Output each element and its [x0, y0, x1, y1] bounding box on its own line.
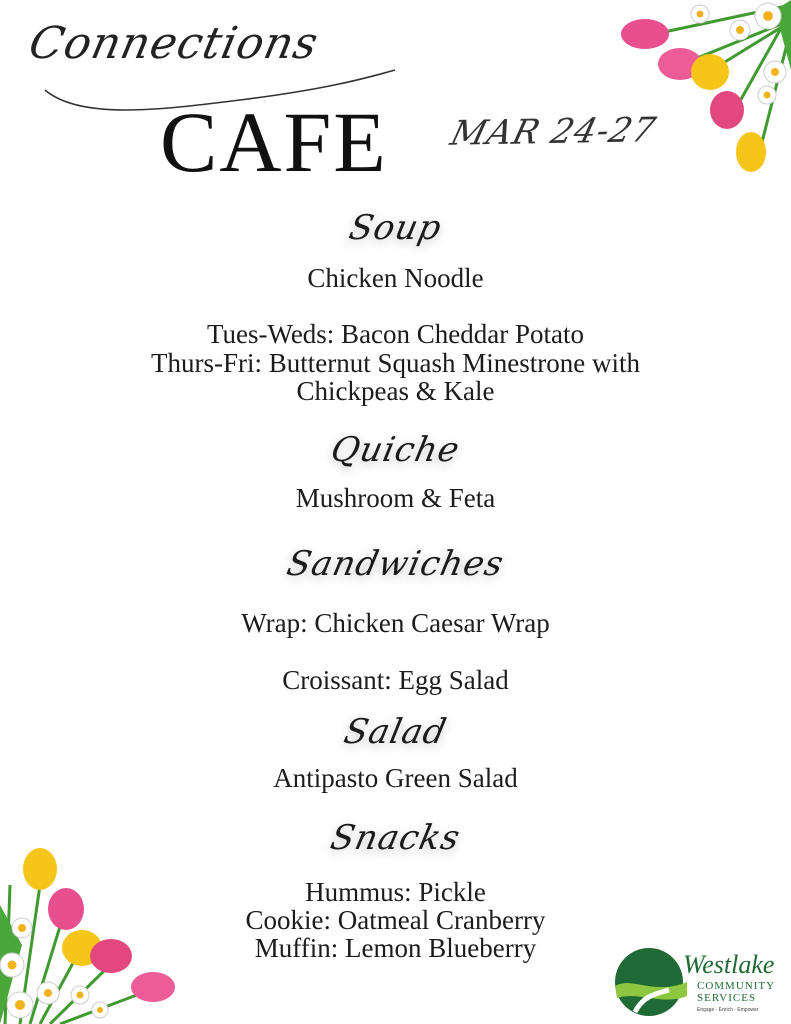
westlake-logo-mark-icon	[613, 946, 689, 1018]
logo-subtitle-line1: COMMUNITY	[697, 980, 776, 992]
section-heading-sandwiches: Sandwiches	[283, 544, 508, 584]
logo-name: Westlake	[683, 950, 775, 979]
section-heading-quiche: Quiche	[327, 430, 464, 470]
section-heading-snacks: Snacks	[326, 818, 465, 858]
menu-item-snacks-1: Hummus: Pickle	[305, 877, 486, 907]
logo-subtitle	[697, 980, 791, 1004]
menu-item-salad-1: Antipasto Green Salad	[273, 763, 518, 793]
section-heading-salad: Salad	[340, 712, 451, 752]
menu-item-sandwiches-1: Wrap: Chicken Caesar Wrap	[241, 608, 550, 638]
brand-main-title: CAFE	[160, 94, 388, 190]
menu-item-snacks-3: Muffin: Lemon Blueberry	[254, 933, 537, 963]
menu-item-soup-3: Thurs-Fri: Butternut Squash Minestrone with	[151, 348, 640, 378]
section-heading-soup: Soup	[345, 208, 446, 248]
logo-tagline: Engage · Enrich · Empower	[697, 1007, 759, 1013]
tulip-bouquet-bottom-left-icon	[0, 845, 180, 1024]
menu-item-soup-1: Chicken Noodle	[307, 263, 484, 293]
westlake-logo	[613, 946, 791, 1018]
tulip-bouquet-top-right-icon	[610, 0, 791, 180]
menu-item-soup-4: Chickpeas & Kale	[296, 376, 495, 406]
brand-script-title: Connections	[24, 18, 324, 69]
logo-subtitle-line2: SERVICES	[697, 992, 757, 1004]
menu-item-snacks-2: Cookie: Oatmeal Cranberry	[245, 905, 546, 935]
date-range: MAR 24-27	[446, 110, 661, 154]
menu-item-quiche-1: Mushroom & Feta	[295, 483, 496, 513]
menu-item-sandwiches-2: Croissant: Egg Salad	[282, 665, 509, 695]
menu-item-soup-2: Tues-Weds: Bacon Cheddar Potato	[206, 319, 585, 349]
